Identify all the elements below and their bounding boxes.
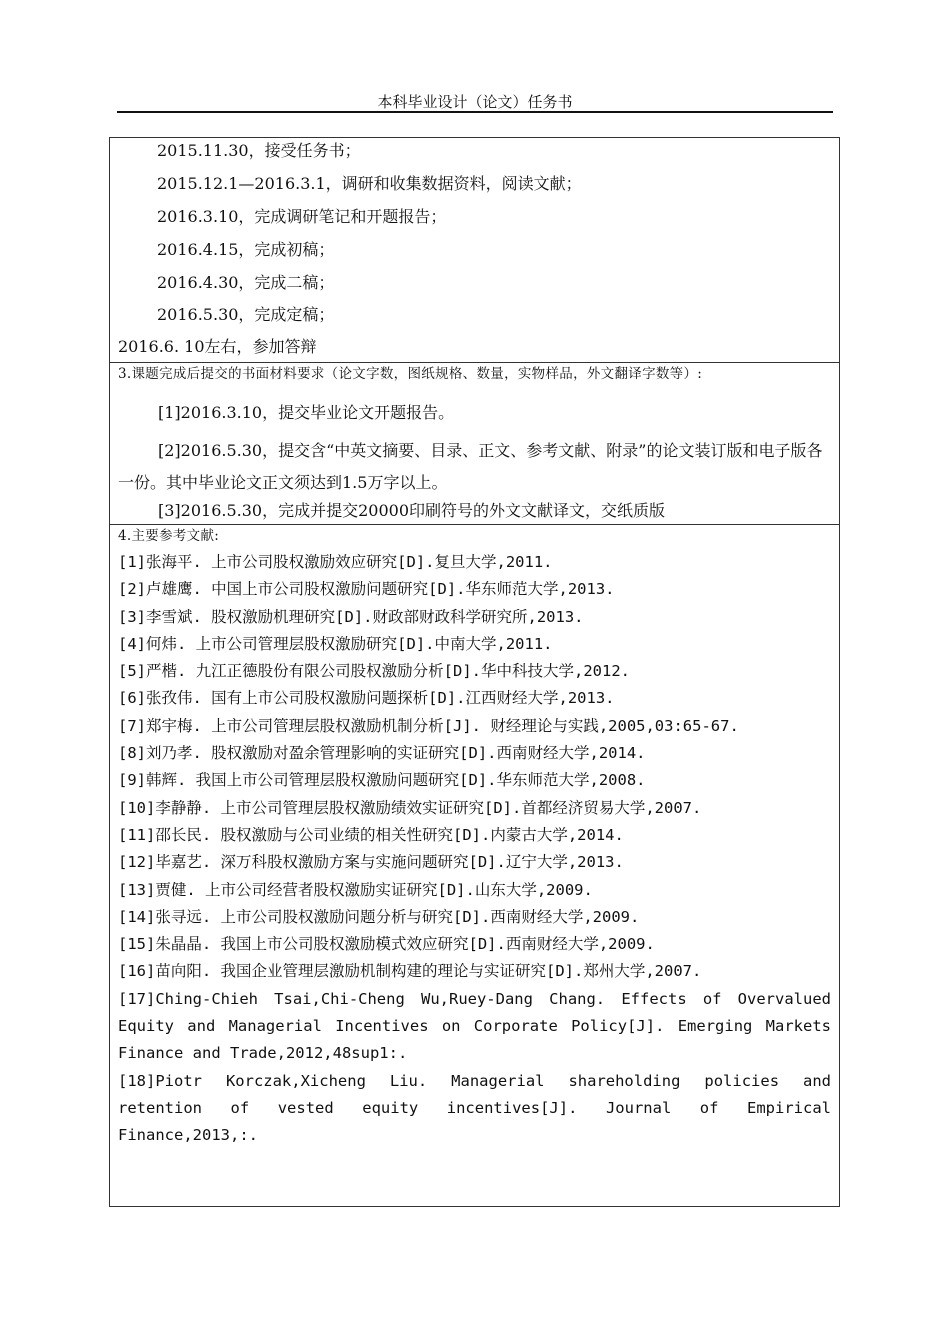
references-list (118, 549, 831, 1150)
header-divider (117, 111, 833, 113)
reference-item: [10]李静静. 上市公司管理层股权激励绩效实证研究[D].首都经济贸易大学,2007. (118, 798, 702, 817)
reference-item: [12]毕嘉艺. 深万科股权激励方案与实施问题研究[D].辽宁大学,2013. (118, 853, 624, 872)
schedule-item: 2015.12.1—2016.3.1，调研和收集数据资料，阅读文献； (157, 174, 582, 193)
schedule-final-item: 2016.6. 10左右，参加答辩 (118, 337, 317, 356)
reference-item: [8]刘乃孝. 股权激励对盈余管理影响的实证研究[D].西南财经大学,2014. (118, 744, 646, 763)
requirement-item: [2]2016.5.30，提交含“中英文摘要、目录、正文、参考文献、附录”的论文装订版和电子版各一份。其中毕业论文正文须达到1.5万字以上。 (118, 441, 823, 492)
reference-item: [9]韩辉. 我国上市公司管理层股权激励问题研究[D].华东师范大学,2008. (118, 771, 646, 790)
reference-item: [3]李雪斌. 股权激励机理研究[D].财政部财政科学研究所,2013. (118, 607, 584, 626)
reference-item: [2]卢雄鹰. 中国上市公司股权激励问题研究[D].华东师范大学,2013. (118, 580, 615, 599)
reference-item: [18]Piotr Korczak,Xicheng Liu. Managerial shareholding policies and retention of vested equity incentives[J]. Journal of Empirical Finance,2013,:. (118, 1071, 831, 1145)
reference-item: [1]张海平. 上市公司股权激励效应研究[D].复旦大学,2011. (118, 553, 553, 571)
schedule-item: 2016.5.30，完成定稿； (157, 305, 335, 324)
reference-item: [17]Ching-Chieh Tsai,Chi-Cheng Wu,Ruey-Dang Chang. Effects of Overvalued Equity and Managerial Incentives on Corporate Policy[J]. Emerging Markets Finance and Trade,2012,48sup1:. (118, 989, 831, 1063)
requirement-item: [3]2016.5.30，完成并提交20000印刷符号的外文文献译文，交纸质版 (158, 501, 665, 520)
reference-item: [13]贾健. 上市公司经营者股权激励实证研究[D].山东大学,2009. (118, 880, 593, 899)
schedule-section (110, 138, 839, 362)
schedule-item: 2016.3.10，完成调研笔记和开题报告； (157, 207, 447, 226)
requirements-title: 3.课题完成后提交的书面材料要求（论文字数，图纸规格、数量，实物样品，外文翻译字数等）: (118, 366, 703, 382)
page-header-title: 本科毕业设计（论文）任务书 (377, 93, 573, 111)
reference-item: [7]郑宇梅. 上市公司管理层股权激励机制分析[J]. 财经理论与实践,2005,03:65-67. (118, 716, 739, 735)
requirements-section (110, 362, 839, 524)
reference-item: [16]苗向阳. 我国企业管理层激励机制构建的理论与实证研究[D].郑州大学,2007. (118, 962, 702, 981)
reference-item: [15]朱晶晶. 我国上市公司股权激励模式效应研究[D].西南财经大学,2009. (118, 935, 655, 954)
references-title: 4.主要参考文献: (118, 528, 220, 544)
task-table (109, 137, 840, 1207)
reference-item: [5]严楷. 九江正德股份有限公司股权激励分析[D].华中科技大学,2012. (118, 662, 630, 681)
reference-item: [6]张孜伟. 国有上市公司股权激励问题探析[D].江西财经大学,2013. (118, 689, 615, 708)
schedule-item: 2015.11.30，接受任务书； (157, 141, 361, 160)
schedule-item: 2016.4.30，完成二稿； (157, 273, 335, 292)
reference-item: [11]邵长民. 股权激励与公司业绩的相关性研究[D].内蒙古大学,2014. (118, 825, 624, 844)
requirement-item: [1]2016.3.10，提交毕业论文开题报告。 (158, 403, 455, 422)
reference-item: [14]张寻远. 上市公司股权激励问题分析与研究[D].西南财经大学,2009. (118, 907, 640, 926)
schedule-item: 2016.4.15，完成初稿； (157, 240, 335, 259)
references-section (110, 524, 839, 1207)
reference-item: [4]何炜. 上市公司管理层股权激励研究[D].中南大学,2011. (118, 634, 553, 653)
